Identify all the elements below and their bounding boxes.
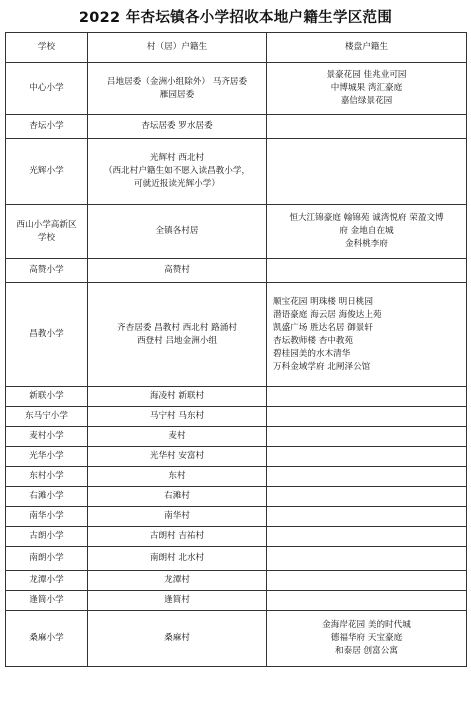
table-row [6,591,467,611]
estate-cell [267,447,467,467]
school-cell-line: 麦村小学 [29,431,64,441]
village-cell-line: 古朗村 吉祐村 [149,531,205,541]
school-cell-line: 高赞小学 [29,265,64,275]
village-cell-line: 马宁村 马东村 [149,411,205,421]
village-cell-line: 吕地居委（金洲小组除外） 马齐居委 [106,76,248,87]
table-row [6,205,467,259]
estate-cell-line: 中博城果 湾汇豪庭 [330,83,403,93]
village-cell-line: 东村 [168,471,186,481]
village-cell-line: 可就近报读光辉小学） [134,179,220,189]
village-cell [88,447,267,467]
village-cell-line: 高赞村 [164,265,190,275]
school-cell-line: 西山小学高新区 [16,219,77,230]
table-row [6,427,467,447]
village-cell-line: 桑麻村 [164,633,190,643]
school-cell-line: 桑麻小学 [29,633,64,643]
village-cell-line: 齐杏居委 昌教村 西北村 路涌村 [117,322,237,333]
estate-cell-line: 景豪花园 佳兆业可园 [326,70,407,80]
estate-cell [267,63,467,115]
village-cell [88,547,267,571]
village-cell-line: 光辉村 西北村 [149,153,205,163]
estate-cell-line: 和泰居 创富公寓 [335,646,398,656]
school-cell [6,547,88,571]
table-row [6,283,467,387]
header-village: 村（居）户籍生 [88,33,267,63]
estate-cell [267,487,467,507]
estate-cell-line: 万科金域学府 北闸泽公馆 [273,361,371,372]
table-row [6,259,467,283]
school-cell-line: 新联小学 [29,391,64,401]
table-row [6,63,467,115]
table-row [6,611,467,667]
table-row [6,527,467,547]
village-cell [88,115,267,139]
school-cell-line: 东村小学 [29,471,64,481]
school-cell-line: 光辉小学 [29,166,64,176]
table-row [6,507,467,527]
estate-cell [267,139,467,205]
school-cell [6,205,88,259]
estate-cell [267,467,467,487]
school-cell [6,427,88,447]
village-cell-line: 逢简村 [164,595,190,605]
village-cell [88,139,267,205]
school-cell [6,487,88,507]
village-cell [88,467,267,487]
village-cell [88,487,267,507]
village-cell [88,611,267,667]
school-cell-line: 南朗小学 [29,553,64,563]
village-cell [88,507,267,527]
table-row [6,467,467,487]
school-cell [6,591,88,611]
estate-cell-line: 德福华府 天宝豪庭 [330,633,403,643]
school-cell-line: 昌教小学 [29,329,64,339]
school-cell [6,507,88,527]
school-cell-line: 中心小学 [29,83,64,93]
estate-cell [267,611,467,667]
school-cell [6,259,88,283]
estate-cell [267,591,467,611]
table-row [6,115,467,139]
table-row [6,407,467,427]
table-row [6,387,467,407]
table-row [6,447,467,467]
school-cell-line: 龙潭小学 [29,575,64,585]
estate-cell [267,259,467,283]
village-cell-line: 海凌村 新联村 [149,391,205,401]
header-school: 学校 [6,33,88,63]
school-cell [6,387,88,407]
school-cell-line: 杏坛小学 [29,121,64,131]
header-estate: 楼盘户籍生 [267,33,467,63]
estate-cell [267,507,467,527]
estate-cell-line: 顺宝花园 明珠楼 明日桃园 [273,296,373,307]
school-cell [6,63,88,115]
village-cell-line: 西登村 吕地金洲小组 [136,335,218,346]
village-cell [88,63,267,115]
school-cell-line: 南华小学 [29,511,64,521]
village-cell-line: 麦村 [168,431,186,441]
school-cell [6,571,88,591]
village-cell [88,283,267,387]
village-cell-line: 光华村 安富村 [149,451,205,461]
estate-cell-line: 金科桃李府 [345,239,388,249]
village-cell [88,205,267,259]
estate-cell-line: 碧桂园美的水木清华 [273,348,351,359]
village-cell-line: 右滩村 [164,491,190,501]
village-cell-line: 杏坛居委 罗水居委 [141,121,213,131]
estate-cell [267,283,467,387]
estate-cell-line: 凯盛广场 胜达名居 御景轩 [273,322,373,333]
estate-cell-line: 潜语豪庭 海云居 海俊达上苑 [273,309,382,320]
village-cell [88,427,267,447]
table-row [6,571,467,591]
estate-cell-line: 嘉信绿景花园 [340,96,393,106]
village-cell-line: 全镇各村居 [155,226,199,236]
village-cell [88,387,267,407]
estate-cell [267,115,467,139]
school-cell [6,139,88,205]
estate-cell [267,407,467,427]
estate-cell [267,387,467,407]
school-cell [6,115,88,139]
estate-cell-line: 恒大江锦豪庭 翰锦苑 诚湾悦府 荣盈文博 [289,213,444,223]
school-cell-line: 古朗小学 [29,531,64,541]
estate-cell-line: 杏坛教师楼 杏中教苑 [273,335,354,346]
village-cell-line: 南华村 [164,511,190,521]
village-cell [88,527,267,547]
school-cell [6,467,88,487]
enrollment-table [5,32,467,667]
school-cell [6,407,88,427]
village-cell [88,571,267,591]
school-cell [6,283,88,387]
school-cell [6,611,88,667]
estate-cell [267,571,467,591]
document-title: 2022 年杏坛镇各小学招收本地户籍生学区范围 [78,10,393,26]
village-cell [88,259,267,283]
village-cell [88,591,267,611]
table-row [6,139,467,205]
estate-cell-line: 金海岸花园 美的时代城 [322,620,411,630]
table-header-row [6,33,467,63]
village-cell-line: 南朗村 北水村 [149,553,205,563]
village-cell-line: 龙潭村 [164,575,190,585]
table-row [6,487,467,507]
school-cell-line: 右滩小学 [29,491,64,501]
estate-cell [267,427,467,447]
village-cell-line: （西北村户籍生如不愿入读昌教小学， [103,166,251,176]
school-cell-line: 东马宁小学 [25,411,68,421]
school-cell-line: 逢简小学 [29,595,64,605]
estate-cell [267,205,467,259]
school-cell-line: 学校 [37,232,56,243]
table-row [6,547,467,571]
estate-cell [267,527,467,547]
estate-cell [267,547,467,571]
estate-cell-line: 府 金地自在城 [339,226,394,236]
school-cell [6,447,88,467]
village-cell-line: 雁园居委 [159,89,195,100]
school-cell [6,527,88,547]
village-cell [88,407,267,427]
school-cell-line: 光华小学 [29,451,64,461]
